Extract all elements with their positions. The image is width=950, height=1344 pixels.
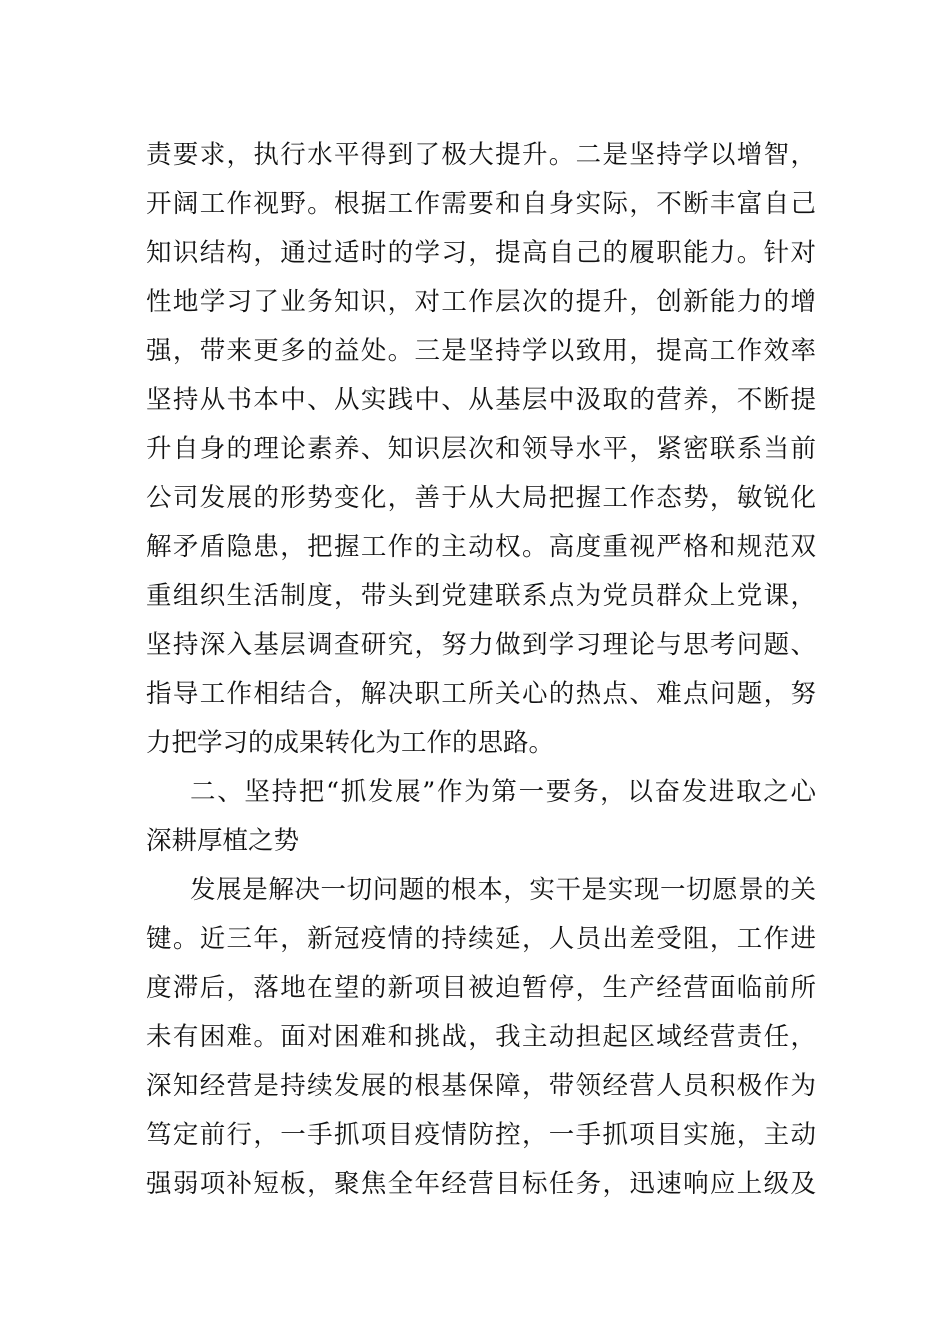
document-body — [146, 131, 816, 1209]
text-line: 笃定前行，一手抓项目疫情防控，一手抓项目实施，主动 — [146, 1120, 816, 1150]
paragraph-1 — [146, 131, 816, 768]
text-line: 解矛盾隐患，把握工作的主动权。高度重视严格和规范双 — [146, 532, 816, 562]
text-line: 坚持深入基层调查研究，努力做到学习理论与思考问题、 — [146, 630, 816, 660]
heading-line: 深耕厚植之势 — [146, 826, 300, 856]
text-line: 深知经营是持续发展的根基保障，带领经营人员积极作为 — [146, 1071, 816, 1101]
paragraph-2 — [146, 866, 816, 1209]
text-line: 性地学习了业务知识，对工作层次的提升，创新能力的增 — [146, 287, 816, 317]
text-line: 升自身的理论素养、知识层次和领导水平，紧密联系当前 — [146, 434, 816, 464]
text-line: 重组织生活制度，带头到党建联系点为党员群众上党课， — [146, 581, 816, 611]
text-line: 未有困难。面对困难和挑战，我主动担起区域经营责任， — [146, 1022, 816, 1052]
text-line: 坚持从书本中、从实践中、从基层中汲取的营养，不断提 — [146, 385, 816, 415]
text-line: 知识结构，通过适时的学习，提高自己的履职能力。针对 — [146, 238, 816, 268]
text-line: 度滞后，落地在望的新项目被迫暂停，生产经营面临前所 — [146, 973, 816, 1003]
section-heading — [146, 768, 816, 866]
text-line: 强弱项补短板，聚焦全年经营目标任务，迅速响应上级及 — [146, 1169, 816, 1199]
text-line: 强，带来更多的益处。三是坚持学以致用，提高工作效率 — [146, 336, 816, 366]
text-line: 责要求，执行水平得到了极大提升。二是坚持学以增智， — [146, 140, 816, 170]
text-line: 开阔工作视野。根据工作需要和自身实际，不断丰富自己 — [146, 189, 816, 219]
text-line: 指导工作相结合，解决职工所关心的热点、难点问题，努 — [146, 679, 816, 709]
text-line: 键。近三年，新冠疫情的持续延，人员出差受阻，工作进 — [146, 924, 816, 954]
text-line: 力把学习的成果转化为工作的思路。 — [146, 728, 555, 758]
text-line: 公司发展的形势变化，善于从大局把握工作态势，敏锐化 — [146, 483, 816, 513]
text-line: 发展是解决一切问题的根本，实干是实现一切愿景的关 — [190, 875, 816, 905]
heading-line: 二、坚持把“抓发展”作为第一要务，以奋发进取之心 — [190, 777, 816, 807]
